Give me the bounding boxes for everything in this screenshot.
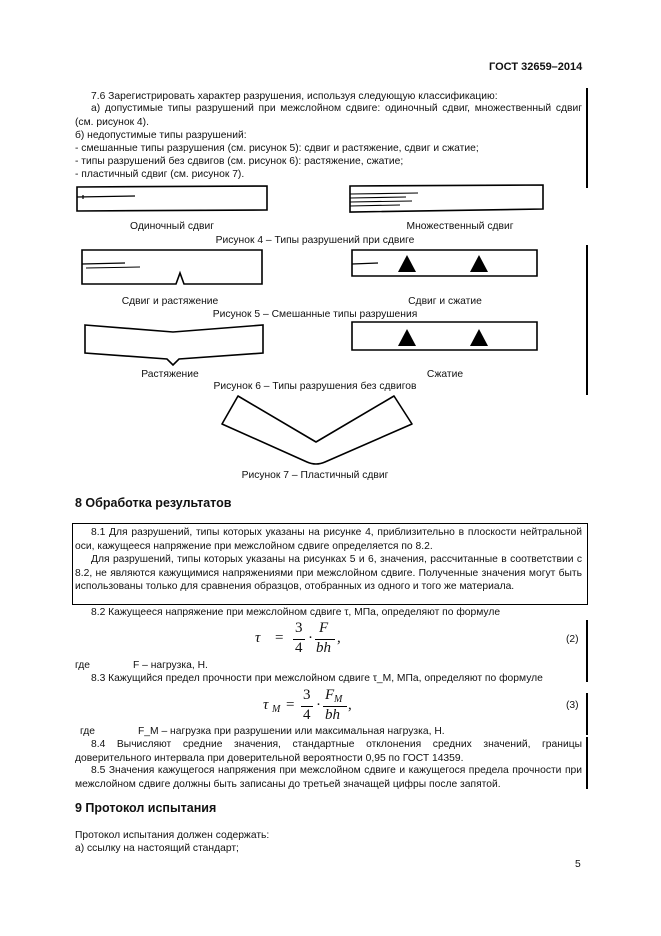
para-7-6-b2: - типы разрушений без сдвигов (см. рисунок 6): растяжение, сжатие; bbox=[75, 156, 404, 167]
eq2-number: (2) bbox=[566, 634, 579, 645]
compression-specimen bbox=[350, 320, 540, 354]
eq3-equals: = bbox=[286, 697, 295, 713]
plastic-shear-specimen bbox=[220, 392, 415, 467]
fig4-left-label: Одиночный сдвиг bbox=[130, 221, 214, 232]
where-label: где bbox=[75, 660, 91, 671]
eq2-den2: bh bbox=[316, 640, 331, 656]
eq3-num2-sub: M bbox=[334, 694, 343, 705]
where-text: F – нагрузка, Н. bbox=[133, 660, 208, 671]
tension-specimen bbox=[83, 321, 268, 365]
fig6-left-label: Растяжение bbox=[141, 369, 199, 380]
fig6-caption: Рисунок 6 – Типы разрушения без сдвигов bbox=[213, 381, 417, 392]
para-9-intro: Протокол испытания должен содержать: bbox=[75, 830, 270, 841]
fig4-caption: Рисунок 4 – Типы разрушений при сдвиге bbox=[215, 235, 415, 246]
eq2-num1: 3 bbox=[295, 620, 303, 636]
eq2-den1: 4 bbox=[295, 640, 303, 656]
eq3-num1: 3 bbox=[303, 687, 311, 703]
standard-number: ГОСТ 32659–2014 bbox=[489, 61, 583, 73]
eq2-comma: , bbox=[337, 630, 341, 646]
para-8-3: 8.3 Кажущийся предел прочности при межслойном сдвиге τ_M, МПа, определяют по формуле bbox=[91, 673, 543, 684]
para-8-1: 8.1 Для разрушений, типы которых указаны на рисунке 4, приблизительно в плоскости нейтральной оси, кажущееся напряжение при межслойном сдвиге определяется по 8.2. bbox=[75, 527, 582, 552]
change-bar bbox=[586, 620, 588, 682]
fig4-right-label: Множественный сдвиг bbox=[406, 221, 514, 232]
eq2-num2: F bbox=[319, 620, 329, 636]
single-shear-specimen bbox=[75, 185, 270, 215]
equation-3 bbox=[263, 687, 383, 727]
para-7-6-b: б) недопустимые типы разрушений: bbox=[75, 130, 247, 141]
change-bar bbox=[586, 88, 588, 188]
para-8-5: 8.5 Значения кажущегося напряжения при межслойном сдвиге и кажущегося предела прочности при межслойном сдвиге должны быть записаны до третьей значащей цифры после запятой. bbox=[75, 765, 582, 790]
para-7-6-b3: - пластичный сдвиг (см. рисунок 7). bbox=[75, 169, 245, 180]
para-7-6-b1: - смешанные типы разрушения (см. рисунок 5): сдвиг и растяжение, сдвиг и сжатие; bbox=[75, 143, 479, 154]
para-8-2: 8.2 Кажущееся напряжение при межслойном сдвиге τ, МПа, определяют по формуле bbox=[91, 607, 501, 618]
para-8-1-b: Для разрушений, типы которых указаны на рисунках 5 и 6, значения, рассчитанные в соответствии с 8.2, не являются кажущимися напряжениями при межслойном сдвиге. Полученные значения могут быть использованы только для сравнения образцов, отобранных из одного и того же материала. bbox=[75, 554, 582, 593]
eq3-dot: · bbox=[316, 697, 321, 713]
fig5-left-label: Сдвиг и растяжение bbox=[121, 296, 219, 307]
eq2-lhs: τ bbox=[255, 630, 261, 646]
para-8-4: 8.4 Вычисляют средние значения, стандартные отклонения средних значений, границы доверительного интервала при доверительной вероятности 0,95 по ГОСТ 14359. bbox=[75, 739, 582, 764]
section-9-heading: 9 Протокол испытания bbox=[75, 801, 217, 815]
section-8-heading: 8 Обработка результатов bbox=[75, 496, 232, 510]
eq3-number: (3) bbox=[566, 700, 579, 711]
where-label: где bbox=[80, 726, 96, 737]
shear-tension-specimen bbox=[80, 248, 265, 288]
page-number: 5 bbox=[575, 859, 581, 870]
eq3-comma: , bbox=[348, 697, 352, 713]
multiple-shear-specimen bbox=[348, 184, 548, 216]
eq3-lhs-sub: M bbox=[272, 704, 281, 715]
fig5-right-label: Сдвиг и сжатие bbox=[408, 296, 482, 307]
change-bar bbox=[586, 693, 588, 735]
para-7-6-a: а) допустимые типы разрушений при межслойном сдвиге: одиночный сдвиг, множественный сдвиг (см. рисунок 4). bbox=[75, 103, 582, 128]
para-9-a: а) ссылку на настоящий стандарт; bbox=[75, 843, 239, 854]
fig6-right-label: Сжатие bbox=[426, 369, 464, 380]
eq3-den2: bh bbox=[325, 707, 340, 723]
para-7-6: 7.6 Зарегистрировать характер разрушения, используя следующую классификацию: bbox=[91, 91, 498, 102]
fig7-caption: Рисунок 7 – Пластичный сдвиг bbox=[241, 470, 389, 481]
change-bar bbox=[586, 737, 588, 789]
eq3-lhs: τ bbox=[263, 697, 269, 713]
eq2-equals: = bbox=[275, 630, 284, 646]
where-text: F_M – нагрузка при разрушении или максимальная нагрузка, Н. bbox=[138, 726, 445, 737]
change-bar bbox=[586, 245, 588, 395]
eq3-num2: F bbox=[325, 687, 335, 703]
shear-compression-specimen bbox=[350, 248, 540, 280]
equation-2 bbox=[255, 620, 365, 660]
fig5-caption: Рисунок 5 – Смешанные типы разрушения bbox=[212, 309, 418, 320]
eq2-dot: · bbox=[308, 630, 313, 646]
eq3-den1: 4 bbox=[303, 707, 311, 723]
